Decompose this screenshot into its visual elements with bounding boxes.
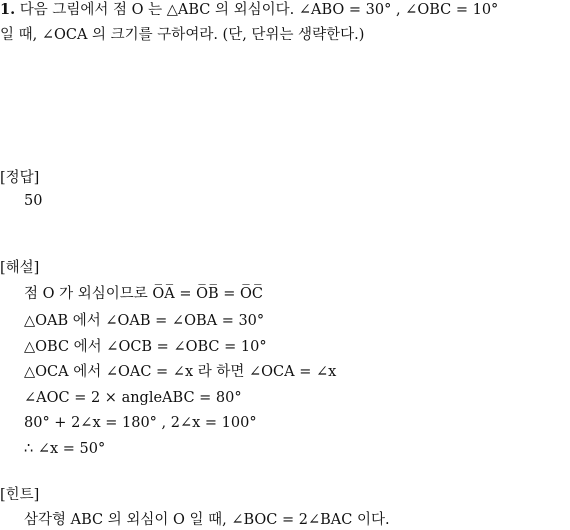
explanation-line: ∠AOC = 2 × angleABC = 80° (24, 390, 242, 406)
explanation-line: 점 O 가 외심이므로 O̅A̅ = O̅B̅ = O̅C̅ (24, 286, 263, 302)
question-number: 1. (0, 1, 16, 18)
question-line-1 (0, 0, 498, 20)
hint-label: [힌트] (0, 487, 40, 503)
explanation-label: [해설] (0, 260, 40, 276)
question-text-line-2: 일 때, ∠OCA 의 크기를 구하여라. (단, 단위는 생략한다.) (0, 27, 365, 43)
explanation-line: △OAB 에서 ∠OAB = ∠OBA = 30° (24, 313, 265, 329)
answer-value: 50 (24, 193, 43, 209)
question-text-line-1: 다음 그림에서 점 O 는 △ABC 의 외심이다. ∠ABO = 30° , ∠OBC = 10° (19, 2, 499, 18)
hint-text: 삼각형 ABC 의 외심이 O 일 때, ∠BOC = 2∠BAC 이다. (24, 512, 390, 528)
explanation-line: ∴ ∠x = 50° (24, 441, 106, 457)
explanation-line: △OBC 에서 ∠OCB = ∠OBC = 10° (24, 339, 267, 355)
answer-label: [정답] (0, 170, 40, 186)
explanation-line: △OCA 에서 ∠OAC = ∠x 라 하면 ∠OCA = ∠x (24, 364, 337, 380)
explanation-line: 80° + 2∠x = 180° , 2∠x = 100° (24, 415, 257, 431)
